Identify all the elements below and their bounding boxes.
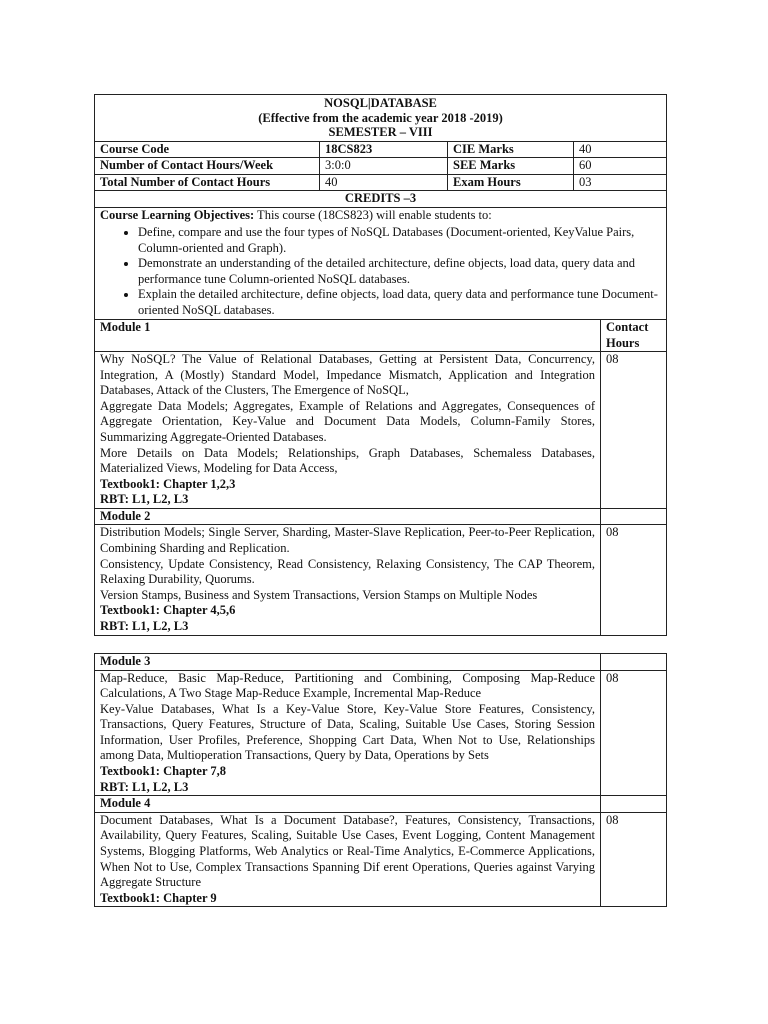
module-content xyxy=(95,352,601,509)
module-hours: 08 xyxy=(601,525,667,635)
info-row-contact-hours-week xyxy=(95,158,667,175)
objective-item: • Explain the detailed architecture, define objects, load data, query data and performance tune Document-oriented NoSQL databases. xyxy=(138,287,661,318)
module-title: Module 1 xyxy=(95,320,601,352)
module-header-row xyxy=(95,654,667,671)
module-paragraph: Distribution Models; Single Server, Sharding, Master-Slave Replication, Peer-to-Peer Replication, Combining Sharding and Replication. xyxy=(100,525,595,556)
module-content xyxy=(95,812,601,907)
objectives-lead-text: This course (18CS823) will enable students to: xyxy=(254,207,492,222)
objectives-lead-bold: Course Learning Objectives: xyxy=(100,207,255,222)
info-value: 3:0:0 xyxy=(320,158,448,175)
info-label-2: CIE Marks xyxy=(448,141,574,158)
module-paragraph: Map-Reduce, Basic Map-Reduce, Partitioning and Combining, Composing Map-Reduce Calculations, A Two Stage Map-Reduce Example, Incremental Map-Reduce xyxy=(100,670,595,701)
credits: CREDITS –3 xyxy=(95,191,667,208)
module-hours: 08 xyxy=(601,670,667,796)
module-rbt: RBT: L1, L2, L3 xyxy=(100,779,189,794)
module-textbook: Textbook1: Chapter 4,5,6 xyxy=(100,603,236,618)
module-paragraph: Why NoSQL? The Value of Relational Databases, Getting at Persistent Data, Concurrency, Integration, A (Mostly) Standard Model, Impedance Mismatch, Application and Integration Databases, Attack of the Clusters, The Emergence of NoSQL, xyxy=(100,352,595,398)
module-paragraph: Document Databases, What Is a Document Database?, Features, Consistency, Transactions, Availability, Query Features, Scaling, Suitable Use Cases, Event Logging, Content Management Systems, Blogging Platforms, Web Analytics or Real-Time Analytics, E-Commerce Applications, When Not to Use, Complex Transactions Spanning Dif erent Operations, Queries against Varying Aggregate Structure xyxy=(100,812,595,890)
module-title: Module 4 xyxy=(95,796,601,813)
course-header-row xyxy=(95,95,667,142)
effective-year: (Effective from the academic year 2018 -2019) xyxy=(258,110,503,125)
module-content-row xyxy=(95,670,667,796)
credits-row xyxy=(95,191,667,208)
info-row-course-code xyxy=(95,141,667,158)
objectives-list xyxy=(100,225,661,318)
module-content-row xyxy=(95,812,667,907)
info-value-2: 03 xyxy=(574,174,667,191)
course-title: NOSQL|DATABASE xyxy=(324,96,437,110)
module-content xyxy=(95,670,601,796)
info-label: Total Number of Contact Hours xyxy=(95,174,320,191)
module-paragraph: Version Stamps, Business and System Transactions, Version Stamps on Multiple Nodes xyxy=(100,587,538,602)
objectives-lead xyxy=(100,208,661,224)
objective-item: • Demonstrate an understanding of the detailed architecture, define objects, load data, query data and performance tune Column-oriented NoSQL databases. xyxy=(138,256,661,287)
module-paragraph: More Details on Data Models; Relationships, Graph Databases, Schemaless Databases, Materialized Views, Modeling for Data Access, xyxy=(100,445,595,476)
module-header-row xyxy=(95,508,667,525)
info-value-2: 40 xyxy=(574,141,667,158)
module-paragraph: Consistency, Update Consistency, Read Consistency, Relaxing Consistency, The CAP Theorem, Relaxing Durability, Quorums. xyxy=(100,556,595,587)
module-textbook: Textbook1: Chapter 1,2,3 xyxy=(100,476,236,491)
module-rbt: RBT: L1, L2, L3 xyxy=(100,492,189,507)
module-textbook: Textbook1: Chapter 7,8 xyxy=(100,764,227,779)
module-rbt: RBT: L1, L2, L3 xyxy=(100,619,189,633)
module-hours: 08 xyxy=(601,812,667,907)
module-header-row xyxy=(95,320,667,352)
objective-item: • Define, compare and use the four types of NoSQL Databases (Document-oriented, KeyValue Pairs, Column-oriented and Graph). xyxy=(138,225,661,256)
syllabus-table-part2 xyxy=(94,653,667,907)
module-header-row xyxy=(95,796,667,813)
module-content-row xyxy=(95,352,667,509)
contact-hours-header: Contact Hours xyxy=(601,320,667,352)
info-label: Number of Contact Hours/Week xyxy=(95,158,320,175)
module-paragraph: Aggregate Data Models; Aggregates, Example of Relations and Aggregates, Consequences of Aggregate Orientation, Key-Value and Document Data Models, Column-Family Stores, Summarizing Aggregate-Oriented Databases. xyxy=(100,398,595,444)
info-value: 18CS823 xyxy=(320,141,448,158)
info-row-total-hours xyxy=(95,174,667,191)
semester: SEMESTER – VIII xyxy=(328,125,433,139)
syllabus-table-part1 xyxy=(94,94,667,636)
module-hours: 08 xyxy=(601,352,667,509)
module-content-row xyxy=(95,525,667,635)
info-label: Course Code xyxy=(95,141,320,158)
module-title: Module 3 xyxy=(95,654,601,671)
objectives-row xyxy=(95,207,667,320)
module-textbook: Textbook1: Chapter 9 xyxy=(100,890,217,905)
module-title: Module 2 xyxy=(95,508,601,525)
module-content xyxy=(95,525,601,635)
info-value-2: 60 xyxy=(574,158,667,175)
info-value: 40 xyxy=(320,174,448,191)
info-label-2: SEE Marks xyxy=(448,158,574,175)
info-label-2: Exam Hours xyxy=(448,174,574,191)
module-paragraph: Key-Value Databases, What Is a Key-Value Store, Key-Value Store Features, Consistency, Transactions, Query Features, Structure of Data, Scaling, Suitable Use Cases, Storing Session Information, User Profiles, Preference, Shopping Cart Data, When Not to Use, Relationships among Data, Multioperation Transactions, Query by Data, Operations by Sets xyxy=(100,701,595,763)
